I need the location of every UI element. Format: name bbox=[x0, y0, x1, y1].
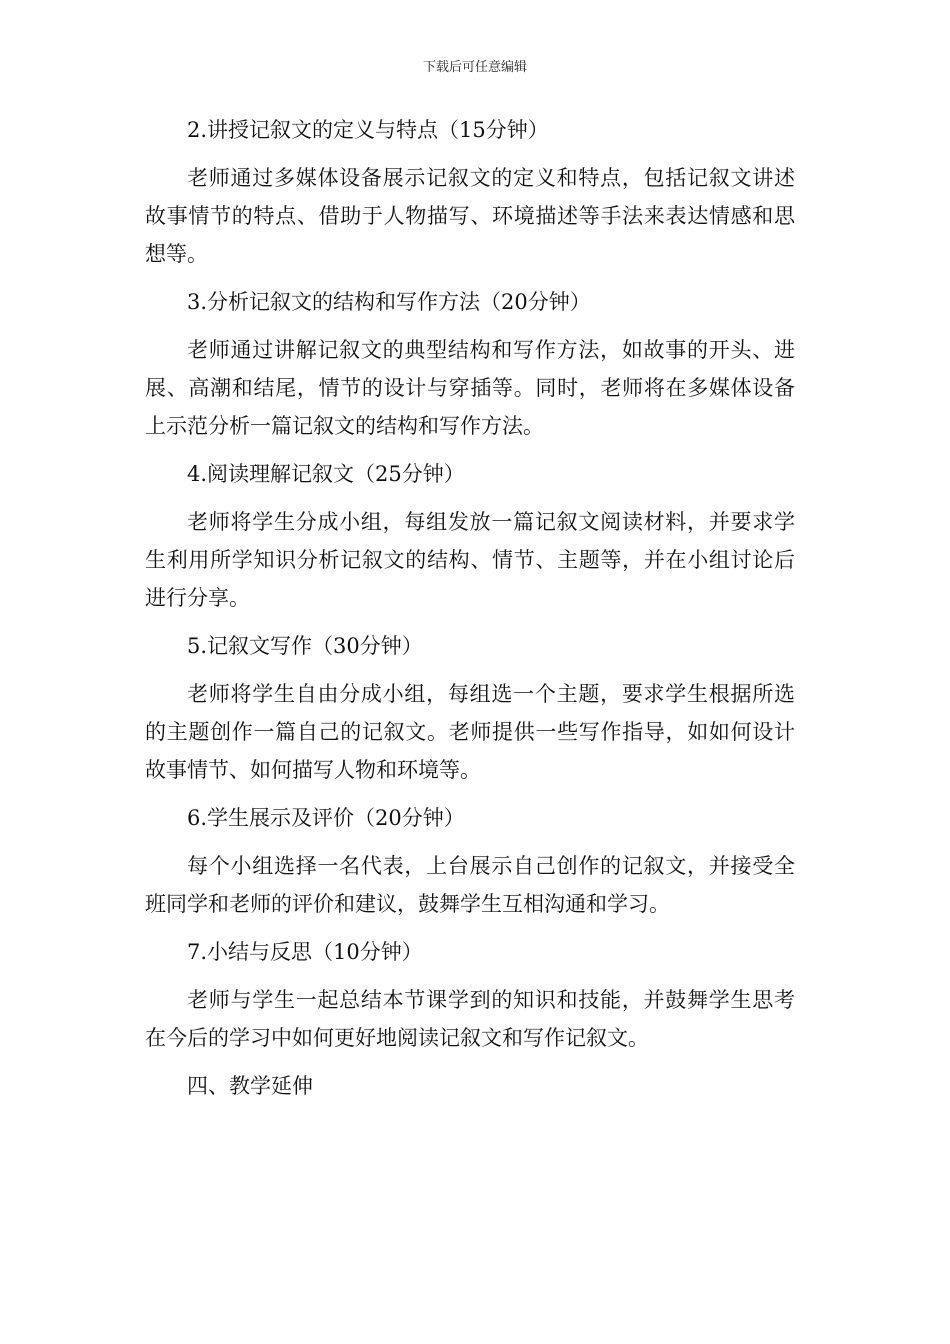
section-heading-teaching-definition: 2.讲授记叙文的定义与特点（15分钟） bbox=[187, 118, 549, 142]
section-heading-presentation: 6.学生展示及评价（20分钟） bbox=[187, 806, 465, 830]
page-header: 下载后可任意编辑 bbox=[422, 60, 527, 75]
document-body bbox=[145, 111, 795, 1105]
section-heading-structure: 3.分析记叙文的结构和写作方法（20分钟） bbox=[187, 290, 591, 314]
paragraph-structure: 老师通过讲解记叙文的典型结构和写作方法，如故事的开头、进展、高潮和结尾，情节的设计与穿插等。同时，老师将在多媒体设备上示范分析一篇记叙文的结构和写作方法。 bbox=[145, 338, 795, 438]
section-heading-writing: 5.记叙文写作（30分钟） bbox=[187, 634, 423, 658]
section-heading-reading: 4.阅读理解记叙文（25分钟） bbox=[187, 462, 465, 486]
paragraph-presentation: 每个小组选择一名代表，上台展示自己创作的记叙文，并接受全班同学和老师的评价和建议，鼓舞学生互相沟通和学习。 bbox=[145, 854, 795, 916]
section-heading-extension: 四、教学延伸 bbox=[187, 1074, 313, 1098]
paragraph-reading: 老师将学生分成小组，每组发放一篇记叙文阅读材料，并要求学生利用所学知识分析记叙文的结构、情节、主题等，并在小组讨论后进行分享。 bbox=[145, 510, 795, 610]
paragraph-writing: 老师将学生自由分成小组，每组选一个主题，要求学生根据所选的主题创作一篇自己的记叙文。老师提供一些写作指导，如如何设计故事情节、如何描写人物和环境等。 bbox=[145, 682, 795, 782]
section-heading-summary: 7.小结与反思（10分钟） bbox=[187, 940, 423, 964]
paragraph-summary: 老师与学生一起总结本节课学到的知识和技能，并鼓舞学生思考在今后的学习中如何更好地阅读记叙文和写作记叙文。 bbox=[145, 988, 795, 1050]
paragraph-definition: 老师通过多媒体设备展示记叙文的定义和特点，包括记叙文讲述故事情节的特点、借助于人物描写、环境描述等手法来表达情感和思想等。 bbox=[145, 166, 795, 266]
